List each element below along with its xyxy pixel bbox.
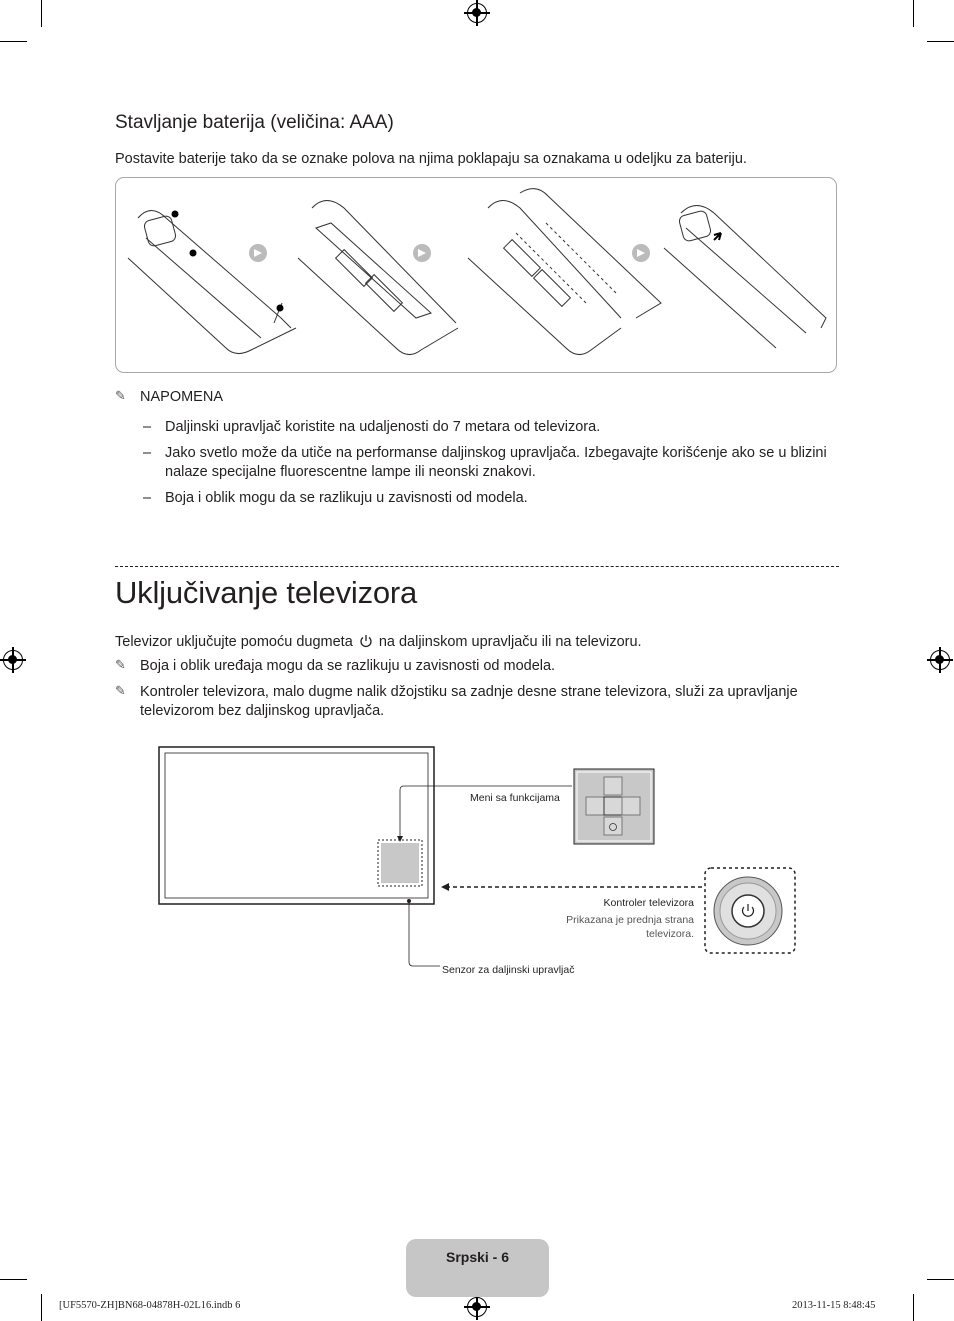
registration-mark-icon (930, 650, 950, 670)
note-pencil-icon: ✎ (115, 658, 126, 673)
crop-mark (0, 1279, 27, 1280)
remote-step-4 (664, 206, 826, 349)
power-instruction-before: Televizor uključujte pomoću dugmeta (115, 634, 353, 650)
controller-sub-2: televizora. (646, 928, 694, 940)
registration-mark-icon (3, 650, 23, 670)
crop-mark (41, 0, 42, 27)
power-section-title: Uključivanje televizora (115, 575, 418, 610)
registration-mark-icon (467, 3, 487, 23)
note-item: Jako svetlo može da utiče na performanse daljinskog upravljača. Izbegavajte korišćenje ako se u blizini nalaze specijalne fluorescentne lampe ili neonski znakovi. (165, 445, 827, 480)
menu-label: Meni sa funkcijama (470, 792, 560, 804)
registration-mark-icon (467, 1297, 487, 1317)
section-divider (115, 566, 839, 567)
crop-mark (41, 1294, 42, 1321)
page-number: Srpski - 6 (445, 1249, 510, 1265)
arrow-right-circle-icon (413, 244, 431, 262)
remote-step-1 (128, 211, 296, 354)
power-note: Kontroler televizora, malo dugme nalik džojstiku sa zadnje desne strane televizora, služi za upravljanje televizorom bez daljinskog upravljača. (140, 684, 798, 719)
note-item: Boja i oblik mogu da se razlikuju u zavisnosti od modela. (165, 490, 528, 506)
crop-mark (0, 41, 27, 42)
power-instruction (115, 633, 839, 654)
crop-mark (927, 1279, 954, 1280)
power-instruction-after: na daljinskom upravljaču ili na televizoru. (378, 634, 642, 650)
file-info: [UF5570-ZH]BN68-04878H-02L16.indb 6 (59, 1300, 241, 1311)
crop-mark (913, 0, 914, 27)
controller-label: Kontroler televizora (603, 897, 694, 909)
timestamp: 2013-11-15 8:48:45 (792, 1300, 876, 1311)
battery-illustration-panel (115, 177, 837, 373)
sensor-label: Senzor za daljinski upravljač (442, 964, 575, 976)
battery-intro-text: Postavite baterije tako da se oznake polova na njima poklapaju sa oznakama u odeljku za bateriju. (115, 151, 747, 167)
bullet-dash: – (143, 445, 152, 461)
crop-mark (927, 41, 954, 42)
battery-section-heading: Stavljanje baterija (veličina: AAA) (115, 112, 394, 133)
page-number-tab (406, 1239, 549, 1297)
remote-step-3 (468, 189, 661, 355)
controller-sub-1: Prikazana je prednja strana (566, 914, 694, 926)
power-note: Boja i oblik uređaja mogu da se razlikuju u zavisnosti od modela. (140, 658, 556, 674)
power-icon (359, 634, 373, 654)
note-pencil-icon: ✎ (115, 684, 126, 699)
bullet-dash: – (143, 419, 152, 435)
crop-mark (913, 1294, 914, 1321)
note-pencil-icon: ✎ (115, 389, 126, 404)
remote-step-2 (298, 201, 458, 355)
battery-steps-illustration (116, 178, 835, 371)
bullet-dash: – (143, 490, 152, 506)
note-label: NAPOMENA (140, 389, 223, 405)
arrow-right-circle-icon (249, 244, 267, 262)
tv-controller-diagram (150, 740, 810, 990)
note-item: Daljinski upravljač koristite na udaljenosti do 7 metara od televizora. (165, 419, 601, 435)
arrow-right-circle-icon (632, 244, 650, 262)
